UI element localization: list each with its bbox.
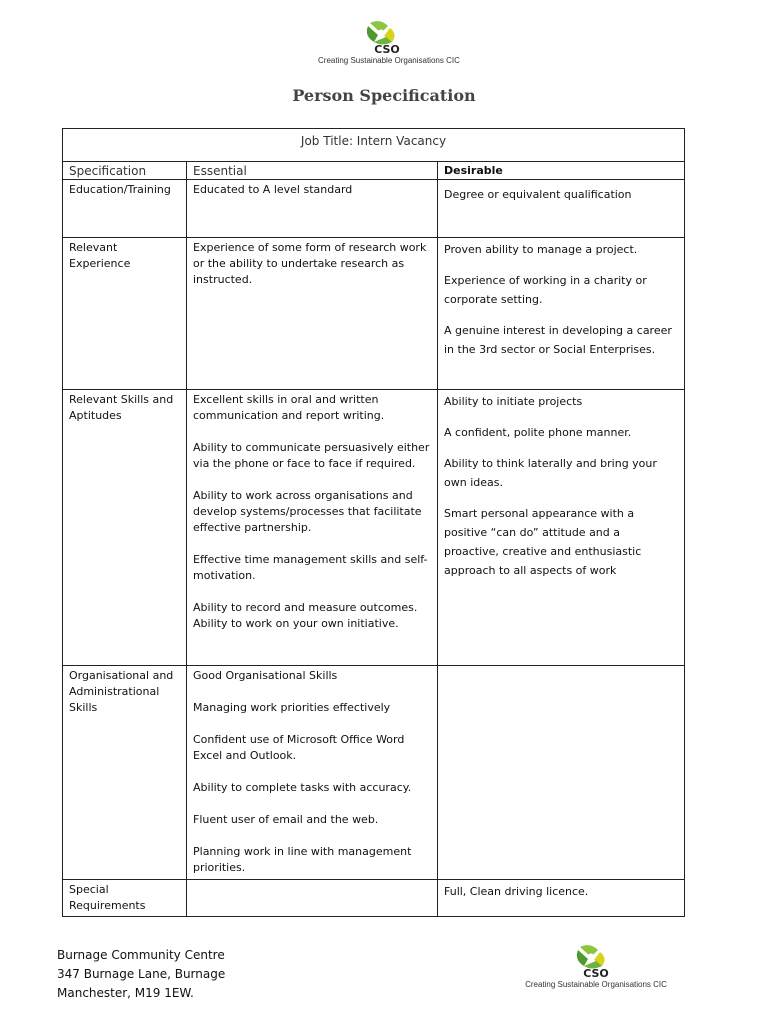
address-line: 347 Burnage Lane, Burnage <box>57 967 226 981</box>
desirable-item: Degree or equivalent qualification <box>444 188 632 201</box>
desirable-item: A genuine interest in developing a career in the 3rd sector or Social Enterprises. <box>444 324 672 356</box>
logo-tagline: Creating Sustainable Organisations CIC <box>318 56 460 65</box>
essential-item: Excellent skills in oral and written communication and report writing. <box>193 393 385 422</box>
table-row <box>63 880 685 917</box>
row-desirable <box>438 180 685 238</box>
row-specification: Education/Training <box>63 180 187 238</box>
table-row <box>63 390 685 666</box>
cso-logo-top <box>318 20 460 78</box>
footer-address <box>57 946 225 1003</box>
logo-text: CSO <box>583 967 609 978</box>
cso-logo-bottom <box>524 944 668 1000</box>
cso-logo-emblem-icon <box>318 20 456 54</box>
desirable-item: Smart personal appearance with a positive “can do” attitude and a proactive, creative and enthusiastic approach to all aspects of work <box>444 507 642 577</box>
table-row <box>63 666 685 880</box>
desirable-item: Ability to initiate projects <box>444 395 583 408</box>
row-essential <box>187 180 438 238</box>
table-row <box>63 238 685 390</box>
row-specification: Relevant Skills and Aptitudes <box>63 390 187 666</box>
essential-item: Ability to record and measure outcomes. Ability to work on your own initiative. <box>193 601 418 630</box>
desirable-item: Ability to think laterally and bring your own ideas. <box>444 457 657 489</box>
essential-item: Ability to communicate persuasively either via the phone or face to face if required. <box>193 441 430 470</box>
essential-item: Managing work priorities effectively <box>193 701 391 714</box>
essential-item: Good Organisational Skills <box>193 669 338 682</box>
desirable-item: Experience of working in a charity or corporate setting. <box>444 274 647 306</box>
essential-item: Educated to A level standard <box>193 183 353 196</box>
person-specification-table <box>62 128 684 917</box>
row-essential <box>187 238 438 390</box>
essential-item: Ability to complete tasks with accuracy. <box>193 781 412 794</box>
row-specification: Relevant Experience <box>63 238 187 390</box>
column-header-essential: Essential <box>187 162 438 180</box>
desirable-item: Full, Clean driving licence. <box>444 885 589 898</box>
row-specification: Special Requirements <box>63 880 187 917</box>
address-line: Burnage Community Centre <box>57 948 225 962</box>
row-desirable <box>438 880 685 917</box>
address-line: Manchester, M19 1EW. <box>57 986 194 1000</box>
essential-item: Fluent user of email and the web. <box>193 813 379 826</box>
page-title: Person Specification <box>292 86 476 105</box>
essential-item: Planning work in line with management priorities. <box>193 845 412 874</box>
column-header-desirable: Desirable <box>438 162 685 180</box>
desirable-item: A confident, polite phone manner. <box>444 426 632 439</box>
essential-item: Ability to work across organisations and develop systems/processes that facilitate effective partnership. <box>193 489 422 534</box>
row-essential <box>187 666 438 880</box>
row-essential <box>187 390 438 666</box>
job-title-row <box>63 129 685 162</box>
column-header-specification: Specification <box>63 162 187 180</box>
row-desirable <box>438 666 685 880</box>
cso-logo-emblem-icon <box>524 944 668 978</box>
row-specification: Organisational and Administrational Skills <box>63 666 187 880</box>
row-essential <box>187 880 438 917</box>
essential-item: Confident use of Microsoft Office Word Excel and Outlook. <box>193 733 405 762</box>
table-row <box>63 180 685 238</box>
desirable-item: Proven ability to manage a project. <box>444 243 638 256</box>
row-desirable <box>438 390 685 666</box>
essential-item: Experience of some form of research work or the ability to undertake research as instructed. <box>193 241 427 286</box>
logo-text: CSO <box>374 43 400 54</box>
column-header-row <box>63 162 685 180</box>
essential-item: Effective time management skills and self-motivation. <box>193 553 428 582</box>
logo-tagline: Creating Sustainable Organisations CIC <box>525 980 667 989</box>
job-title: Job Title: Intern Vacancy <box>63 129 685 162</box>
row-desirable <box>438 238 685 390</box>
